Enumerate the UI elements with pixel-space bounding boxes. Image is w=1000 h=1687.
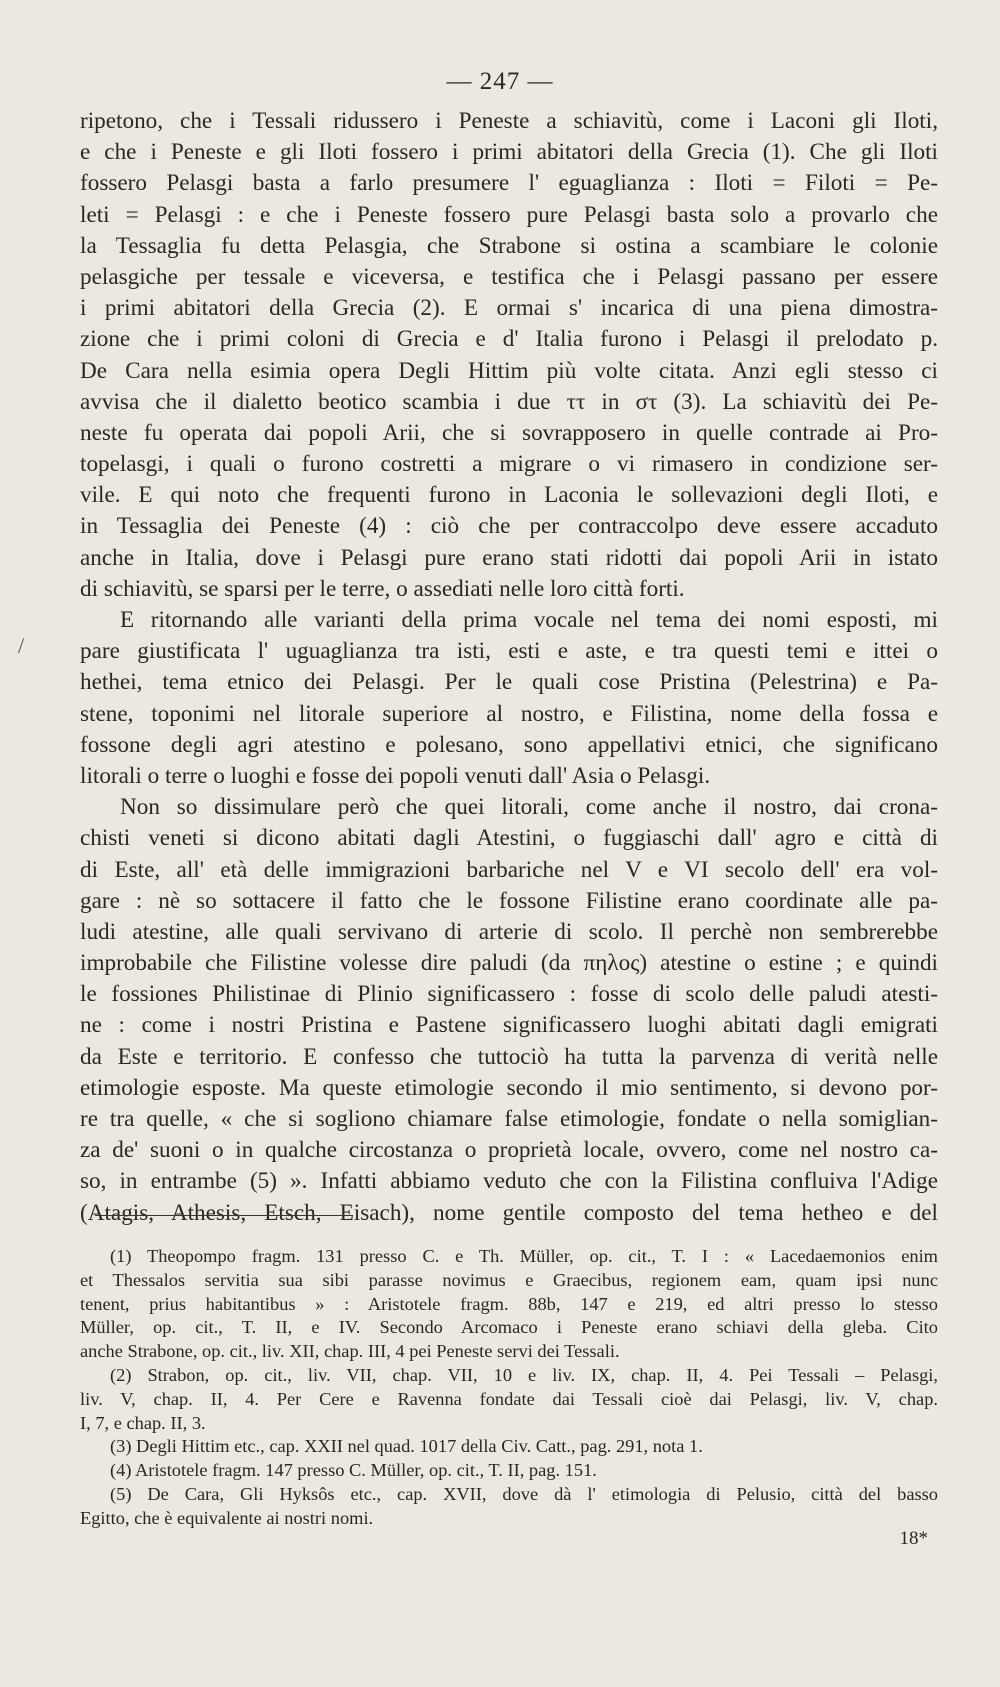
footnote-line: Müller, op. cit., T. II, e IV. Secondo Arcomaco i Peneste erano schiavi della gleba. Cito	[80, 1317, 938, 1338]
page-number: — 247 —	[446, 68, 554, 95]
footnote-line: (4) Aristotele fragm. 147 presso C. Müller, op. cit., T. II, pag. 151.	[110, 1460, 597, 1481]
body-line: vile. E qui noto che frequenti furono in Laconia le sollevazioni degli Iloti, e	[80, 482, 938, 509]
body-line: di Este, all' età delle immigrazioni barbariche nel V e VI secolo dell' era vol-	[80, 856, 938, 883]
footnotes	[80, 1245, 938, 1531]
footnote-line: (1) Theopompo fragm. 131 presso C. e Th. Müller, op. cit., T. I : « Lacedaemonios enim	[110, 1246, 938, 1266]
body-line: e che i Peneste e gli Iloti fossero i primi abitatori della Grecia (1). Che gli Iloti	[80, 139, 938, 166]
body-line: anche in Italia, dove i Pelasgi pure erano stati ridotti dai popoli Arii in istato	[80, 544, 938, 571]
body-line: di schiavitù, se sparsi per le terre, o assediati nelle loro città forti.	[80, 575, 685, 602]
body-line: Non so dissimulare però che quei litorali, come anche il nostro, dai crona-	[120, 794, 938, 821]
footnote-line: et Thessalos servitia sua sibi parasse novimus e Graecibus, regionem eam, quam ipsi nunc	[80, 1269, 938, 1290]
body-line: zione che i primi coloni di Grecia e d' Italia furono i Pelasgi il prelodato p.	[80, 326, 938, 353]
body-line: (Atagis, Athesis, Etsch, Eisach), nome gentile composto del tema hetheo e del	[80, 1199, 938, 1226]
body-line: ripetono, che i Tessali ridussero i Peneste a schiavitù, come i Laconi gli Iloti,	[80, 108, 938, 134]
body-line: le fossiones Philistinae di Plinio significassero : fosse di scolo delle paludi atesti-	[80, 981, 938, 1008]
footnote-line: tenent, prius habitantibus » : Aristotele fragm. 88b, 147 e 219, ed altri presso lo stesso	[80, 1293, 938, 1314]
footnote-line: (2) Strabon, op. cit., liv. VII, chap. VII, 10 e liv. IX, chap. II, 4. Pei Tessali – Pelasgi,	[110, 1364, 938, 1385]
body-line: neste fu operata dai popoli Arii, che si sovrapposero in quelle contrade ai Pro-	[80, 419, 938, 446]
body-line: pelasgiche per tessale e viceversa, e testifica che i Pelasgi passano per essere	[80, 263, 938, 290]
footnote-divider	[95, 1215, 353, 1216]
body-line: topelasgi, i quali o furono costretti a migrare o vi rimasero in condizione ser-	[80, 451, 938, 478]
body-line: re tra quelle, « che si sogliono chiamare false etimologie, fondate o nella somiglian-	[80, 1106, 938, 1132]
body-line: chisti veneti si dicono abitati dagli Atestini, o fuggiaschi dall' agro e città di	[80, 825, 938, 852]
body-line: stene, toponimi nel litorale superiore al nostro, e Filistina, nome della fossa e	[80, 700, 938, 727]
body-line: pare giustificata l' uguaglianza tra isti, esti e aste, e tra questi temi e ittei o	[80, 638, 938, 665]
footnote-line: (5) De Cara, Gli Hyksôs etc., cap. XVII, dove dà l' etimologia di Pelusio, città del basso	[110, 1483, 938, 1504]
body-line: so, in entrambe (5) ». Infatti abbiamo veduto che con la Filistina confluiva l'Adige	[80, 1168, 938, 1195]
body-line: litorali o terre o luoghi e fosse dei popoli venuti dall' Asia o Pelasgi.	[80, 762, 711, 789]
signature-mark: 18*	[899, 1528, 928, 1549]
footnote-line: I, 7, e chap. II, 3.	[80, 1412, 206, 1433]
body-line: improbabile che Filistine volesse dire paludi (da πηλος) atestine o estine ; e quindi	[80, 950, 938, 977]
footnote-line: (3) Degli Hittim etc., cap. XXII nel quad. 1017 della Civ. Catt., pag. 291, nota 1.	[110, 1436, 703, 1457]
body-line: etimologie esposte. Ma queste etimologie secondo il mio sentimento, si devono por-	[80, 1074, 938, 1101]
body-line: hethei, tema etnico dei Pelasgi. Per le quali cose Pristina (Pelestrina) e Pa-	[80, 669, 938, 696]
body-line: i primi abitatori della Grecia (2). E ormai s' incarica di una piena dimostra-	[80, 295, 938, 322]
body-line: E ritornando alle varianti della prima vocale nel tema dei nomi esposti, mi	[120, 607, 938, 633]
body-line: De Cara nella esimia opera Degli Hittim più volte citata. Anzi egli stesso ci	[80, 357, 938, 384]
footnote-line: liv. V, chap. II, 4. Per Cere e Ravenna fondate dai Tessali cioè dai Pelasgi, liv. V, chap.	[80, 1388, 938, 1409]
body-line: avvisa che il dialetto beotico scambia i due ττ in στ (3). La schiavitù dei Pe-	[80, 388, 938, 415]
body-line: leti = Pelasgi : e che i Peneste fossero pure Pelasgi basta solo a provarlo che	[80, 201, 938, 228]
margin-mark: /	[18, 633, 25, 658]
body-line: ludi atestine, alle quali servivano di arterie di scolo. Il perchè non sembrerebbe	[80, 918, 938, 945]
body-line: za de' suoni o in qualche circostanza o proprietà locale, ovvero, come nel nostro ca-	[80, 1137, 938, 1164]
body-line: da Este e territorio. E confesso che tuttociò ha tutta la parvenza di verità nelle	[80, 1043, 938, 1070]
body-line: fossone degli agri atestino e polesano, sono appellativi etnici, che significano	[80, 731, 938, 758]
footnote-line: anche Strabone, op. cit., liv. XII, chap. III, 4 pei Peneste servi dei Tessali.	[80, 1341, 620, 1362]
body-line: la Tessaglia fu detta Pelasgia, che Strabone si ostina a scambiare le colonie	[80, 232, 938, 259]
body-line: ne : come i nostri Pristina e Pastene significassero luoghi abitati dagli emigrati	[80, 1012, 938, 1039]
body-text	[80, 106, 938, 1229]
body-line: gare : nè so sottacere il fatto che le fossone Filistine erano coordinate alle pa-	[80, 887, 938, 914]
body-line: fossero Pelasgi basta a farlo presumere l' eguaglianza : Iloti = Filoti = Pe-	[80, 170, 938, 197]
body-line: in Tessaglia dei Peneste (4) : ciò che per contraccolpo deve essere accaduto	[80, 513, 938, 540]
footnote-line: Egitto, che è equivalente ai nostri nomi.	[80, 1507, 374, 1528]
